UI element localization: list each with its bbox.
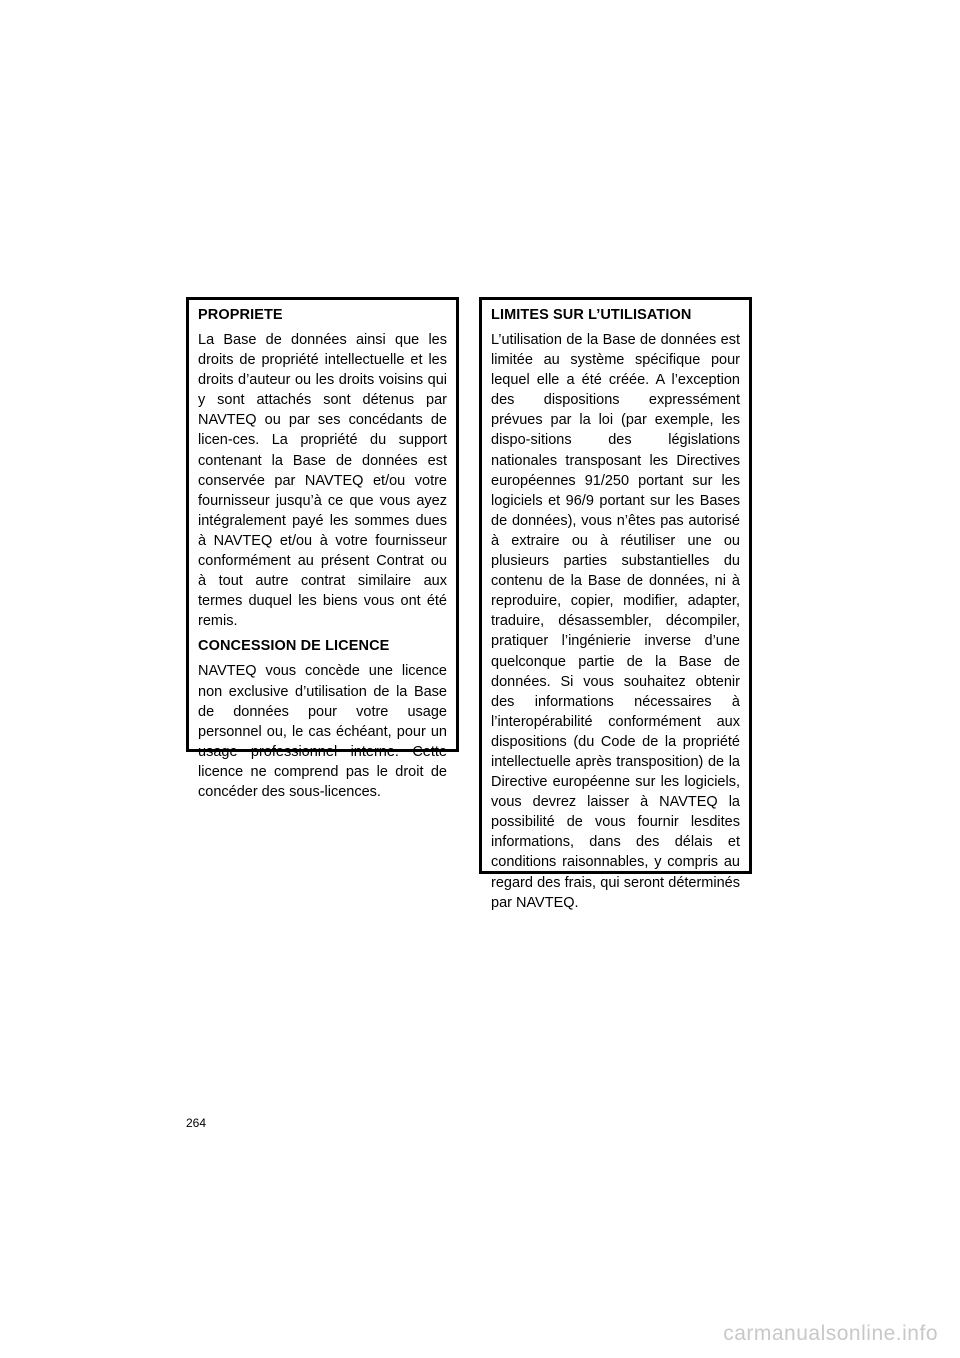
page-number: 264 — [186, 1116, 207, 1130]
propriete-heading: PROPRIETE — [198, 307, 283, 323]
propriete-paragraph: La Base de données ainsi que les droits de propriété intellectuelle et les droits d’auteur ou les droits voisins qui y sont attachés sont détenus par NAVTEQ ou par ses concédants de licen-ces. La propriété du support contenant la Base de données est conservée par NAVTEQ et/ou votre fournisseur jusqu’à ce que vous ayez intégralement payé les sommes dues à NAVTEQ et/ou à votre fournisseur conformément au présent Contrat ou à tout autre contrat similaire aux termes duquel les biens vous ont été remis. — [198, 332, 447, 630]
limites-utilisation-paragraph: L’utilisation de la Base de données est limitée au système spécifique pour lequel elle a été créée. A l’exception des dispositions expressément prévues par la loi (par exemple, les dispo-sitions des législations nationales transposant les Directives européennes 91/250 portant sur les logiciels et 96/9 portant sur les Bases de données), vous n’êtes pas autorisé à extraire ou à réutiliser une ou plusieurs parties substantielles du contenu de la Base de données, ni à reproduire, copier, modifier, adapter, traduire, désassembler, décompiler, pratiquer l’ingénierie inverse d’une quelconque partie de la Base de données. Si vous souhaitez obtenir des informations nécessaires à l’interopérabilité conformément aux dispositions (du Code de la propriété intellectuelle après transposition) de la Directive européenne sur les logiciels, vous devrez laisser à NAVTEQ la possibilité de vous fournir lesdites informations, dans des délais et conditions raisonnables, y compris au regard des frais, qui seront déterminés par NAVTEQ. — [491, 332, 740, 911]
concession-licence-paragraph: NAVTEQ vous concède une licence non exclusive d’utilisation de la Base de données pour votre usage personnel ou, le cas échéant, pour un usage professionnel interne. Cette licence ne comprend pas le droit de concéder des sous-licences. — [198, 663, 447, 800]
limites-utilisation-heading: LIMITES SUR L’UTILISATION — [491, 307, 692, 323]
concession-licence-heading: CONCESSION DE LICENCE — [198, 638, 390, 655]
limites-utilisation-box — [479, 297, 752, 911]
propriete-licence-box — [186, 297, 459, 800]
watermark: carmanualsonline.info — [723, 1322, 938, 1345]
